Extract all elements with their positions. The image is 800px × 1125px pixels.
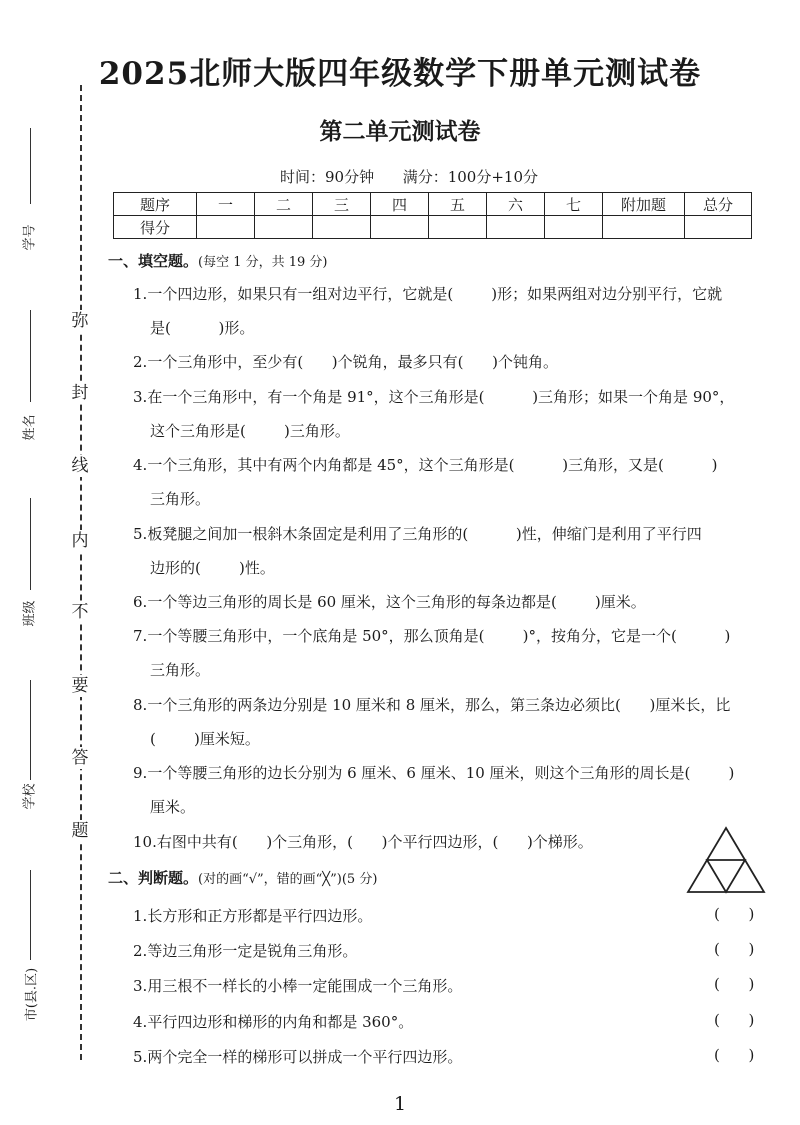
question-number: 1. (133, 285, 148, 303)
question-8 (133, 695, 730, 715)
score-cell[interactable] (545, 216, 603, 239)
binding-dashed-line (80, 85, 82, 1060)
school-field[interactable] (30, 680, 31, 780)
question-text: 右图中共有( )个三角形，( )个平行四边形，( )个梯形。 (156, 833, 593, 851)
question-text: 一个等边三角形的周长是 60 厘米，这个三角形的每条边都是( )厘米。 (147, 593, 646, 611)
name-label: 姓名 (22, 414, 38, 441)
question-text: 一个三角形，其中有两个内角都是 45°，这个三角形是( )三角形，又是( ) (147, 456, 718, 474)
question-text: 等边三角形一定是锐角三角形。 (147, 942, 358, 960)
score-header-cell: 附加题 (603, 193, 685, 216)
question-4 (133, 455, 717, 475)
question-2 (133, 352, 558, 372)
question-number: 3. (133, 977, 148, 995)
question-1 (133, 284, 722, 304)
question-number: 7. (133, 627, 148, 645)
question-number: 9. (133, 764, 148, 782)
score-header-cell: 一 (197, 193, 255, 216)
question-10 (133, 832, 593, 852)
question-text: 用三根不一样长的小棒一定能围成一个三角形。 (147, 977, 463, 995)
student-id-label: 学号 (22, 224, 38, 251)
question-4-cont: 三角形。 (150, 490, 211, 508)
score-table-header-row (114, 193, 752, 216)
seal-char: 不 (67, 601, 93, 623)
score-header-cell: 六 (487, 193, 545, 216)
question-text: 一个等腰三角形的边长分别为 6 厘米、6 厘米、10 厘米，则这个三角形的周长是( ) (147, 764, 735, 782)
section-1-title: 一、填空题。 (108, 252, 199, 270)
score-row-label: 得分 (114, 216, 197, 239)
question-number: 6. (133, 593, 148, 611)
question-number: 2. (133, 942, 148, 960)
question-text: 一个三角形的两条边分别是 10 厘米和 8 厘米，那么，第三条边必须比( )厘米长，比 (147, 696, 731, 714)
tf-question-2 (133, 940, 357, 961)
tf-question-1 (133, 905, 372, 926)
question-text: 一个三角形中，至少有( )个锐角，最多只有( )个钝角。 (147, 353, 558, 371)
question-text: 平行四边形和梯形的内角和都是 360°。 (147, 1013, 414, 1031)
tf-question-3 (133, 975, 462, 996)
tf-question-5 (133, 1046, 462, 1067)
section-2-title: 二、判断题。 (108, 869, 199, 887)
question-number: 5. (133, 1048, 148, 1066)
score-header-cell: 题序 (114, 193, 197, 216)
question-number: 8. (133, 696, 148, 714)
score-header-cell: 二 (255, 193, 313, 216)
class-field[interactable] (30, 498, 31, 590)
question-9-cont: 厘米。 (150, 798, 196, 816)
question-6 (133, 592, 646, 612)
question-text: 在一个三角形中，有一个角是 91°，这个三角形是( )三角形；如果一个角是 90°， (147, 388, 735, 406)
school-label: 学校 (22, 783, 38, 810)
score-header-cell: 总分 (685, 193, 752, 216)
score-header-cell: 五 (429, 193, 487, 216)
question-number: 4. (133, 1013, 148, 1031)
inner-triangle (707, 860, 745, 892)
answer-paren[interactable]: ( ) (714, 1046, 755, 1064)
question-number: 2. (133, 353, 148, 371)
seal-char: 内 (67, 530, 93, 552)
question-number: 1. (133, 907, 148, 925)
seal-char: 封 (67, 382, 93, 404)
section-1-heading (108, 250, 328, 271)
score-cell[interactable] (255, 216, 313, 239)
score-cell[interactable] (429, 216, 487, 239)
question-7-cont: 三角形。 (150, 661, 211, 679)
seal-char: 要 (67, 675, 93, 697)
score-cell[interactable] (603, 216, 685, 239)
question-5 (133, 524, 702, 544)
seal-char: 题 (67, 820, 93, 842)
answer-paren[interactable]: ( ) (714, 1011, 755, 1029)
question-text: 一个四边形，如果只有一组对边平行，它就是( )形；如果两组对边分别平行，它就 (147, 285, 723, 303)
seal-char: 线 (67, 455, 93, 477)
question-number: 5. (133, 525, 148, 543)
name-field[interactable] (30, 310, 31, 402)
section-2-note: (对的画“√”，错的画“╳”)(5 分) (198, 872, 378, 887)
score-cell[interactable] (313, 216, 371, 239)
section-1-note: (每空 1 分，共 19 分) (198, 255, 328, 270)
question-text: 一个等腰三角形中，一个底角是 50°，那么顶角是( )°，按角分，它是一个( ) (147, 627, 731, 645)
seal-char: 弥 (67, 310, 93, 332)
triangle-figure (686, 826, 766, 894)
score-header-cell: 四 (371, 193, 429, 216)
question-1-cont: 是( )形。 (150, 319, 255, 337)
district-label: 市(县.区) (24, 967, 40, 1022)
score-header-cell: 三 (313, 193, 371, 216)
question-3 (133, 387, 734, 407)
question-8-cont: ( )厘米短。 (150, 730, 260, 748)
score-table (113, 192, 752, 239)
question-number: 4. (133, 456, 148, 474)
section-2-heading (108, 867, 377, 888)
score-cell[interactable] (197, 216, 255, 239)
question-number: 3. (133, 388, 148, 406)
district-field[interactable] (30, 870, 31, 960)
tf-question-4 (133, 1011, 413, 1032)
score-cell[interactable] (487, 216, 545, 239)
answer-paren[interactable]: ( ) (714, 940, 755, 958)
score-table-score-row (114, 216, 752, 239)
question-text: 两个完全一样的梯形可以拼成一个平行四边形。 (147, 1048, 463, 1066)
exam-info: 时间：90分钟 满分：100分+10分 (280, 168, 538, 186)
answer-paren[interactable]: ( ) (714, 905, 755, 923)
question-text: 板凳腿之间加一根斜木条固定是利用了三角形的( )性，伸缩门是利用了平行四 (147, 525, 702, 543)
page-subtitle: 第二单元测试卷 (319, 118, 481, 145)
score-header-cell: 七 (545, 193, 603, 216)
score-cell[interactable] (685, 216, 752, 239)
question-9 (133, 763, 734, 783)
page-number: 1 (393, 1093, 407, 1115)
question-5-cont: 边形的( )性。 (150, 559, 275, 577)
question-text: 长方形和正方形都是平行四边形。 (147, 907, 373, 925)
question-7 (133, 626, 730, 646)
question-3-cont: 这个三角形是( )三角形。 (150, 422, 350, 440)
page-title: 2025北师大版四年级数学下册单元测试卷 (98, 56, 702, 92)
class-label: 班级 (22, 600, 38, 627)
seal-char: 答 (67, 747, 93, 769)
answer-paren[interactable]: ( ) (714, 975, 755, 993)
question-number: 10. (133, 833, 157, 851)
score-cell[interactable] (371, 216, 429, 239)
